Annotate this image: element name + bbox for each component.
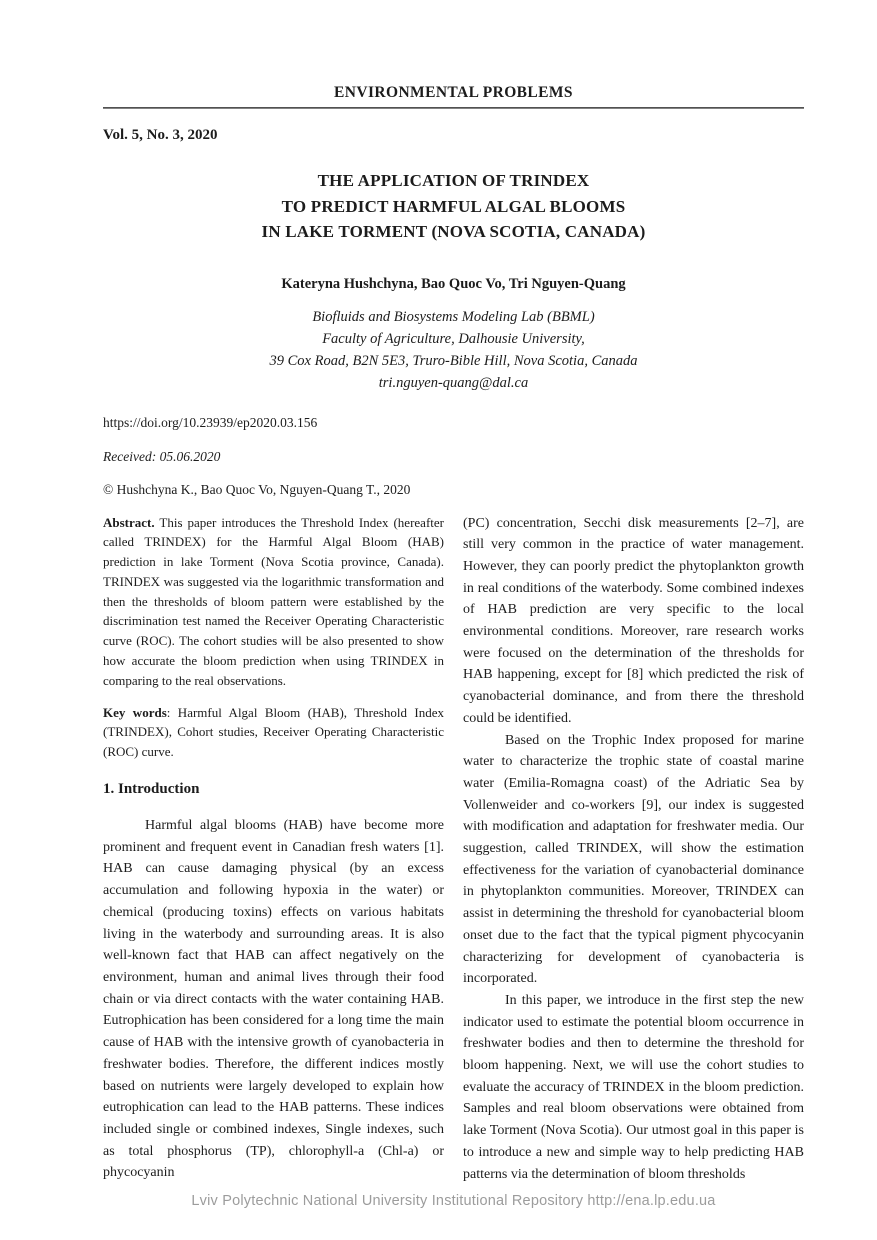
copyright-notice: © Hushchyna K., Bao Quoc Vo, Nguyen-Quang T., 2020 (103, 481, 411, 497)
right-column (463, 513, 804, 1186)
two-column-body (103, 513, 804, 1186)
keywords-text: : Harmful Algal Bloom (HAB), Threshold Index (TRINDEX), Cohort studies, Receiver Operating Characteristic (ROC) curve. (103, 704, 444, 760)
introduction-paragraph: Harmful algal blooms (HAB) have become more prominent and frequent event in Canadian fresh waters [1]. HAB can cause damaging physical (by an excess accumulation and following hypoxia in the water) or chemical (producing toxins) effects on various habitats living in the waterbody and surrounding areas. It is also well-known fact that HAB can affect negatively on the environment, human and animal lives through their food chain or via direct contacts with the water containing HAB. Eutrophication has been considered for a long time the main cause of HAB with the intensive growth of cyanobacteria in freshwater bodies. Therefore, the different indices mostly based on nutrients were largely developed to explain how eutrophication can lead to the HAB patterns. These indices included single or combined indexes, Single indexes, such as total phosphorus (TP), chlorophyll-a (Chl-a) or phycocyanin (103, 818, 444, 1181)
journal-name: ENVIRONMENTAL PROBLEMS (334, 84, 573, 101)
article-title (103, 168, 804, 245)
doi-link: https://doi.org/10.23939/ep2020.03.156 (103, 414, 318, 430)
article-title-line: TO PREDICT HARMFUL ALGAL BLOOMS (281, 196, 626, 216)
keywords-paragraph (103, 703, 444, 762)
authors: Kateryna Hushchyna, Bao Quoc Vo, Tri Nguyen-Quang (281, 275, 626, 292)
abstract-paragraph (103, 513, 444, 691)
affiliation-line: Biofluids and Biosystems Modeling Lab (BBML) (312, 308, 595, 325)
affiliation-line: Faculty of Agriculture, Dalhousie University, (322, 330, 585, 347)
abstract-label: Abstract. (103, 514, 155, 530)
article-title-line: IN LAKE TORMENT (NOVA SCOTIA, CANADA) (261, 222, 646, 241)
abstract-text: This paper introduces the Threshold Index (hereafter called TRINDEX) for the Harmful Algal Bloom (HAB) prediction in lake Torment (Nova Scotia province, Canada). TRINDEX was suggested via the logarithmic transformation and then the thresholds of bloom pattern were established by the discrimination test named the Receiver Operating Characteristic curve (ROC). The cohort studies will be also presented to show how accurate the bloom prediction when using TRINDEX in comparing to the real observations. (103, 514, 444, 688)
introduction-heading: 1. Introduction (103, 781, 200, 798)
received-date: Received: 05.06.2020 (103, 448, 221, 464)
page-content (103, 0, 804, 1185)
article-title-line: THE APPLICATION OF TRINDEX (317, 171, 590, 190)
header-rule (103, 107, 804, 109)
body-paragraph: Based on the Trophic Index proposed for marine water to characterize the trophic state of coastal marine water (Emilia-Romagna coast) of the Adriatic Sea by Vollenweider and co-workers [9], our index is suggested with modification and adaptation for freshwater media. Our suggestion, called TRINDEX, will show the estimation effectiveness for the variation of cyanobacterial dominance in phytoplankton communities. Moreover, TRINDEX can assist in determining the threshold for cyanobacterial bloom onset due to the fact that the typical pigment phycocyanin characterizing for development of cyanobacteria is incorporated. (463, 732, 804, 987)
body-paragraph: In this paper, we introduce in the first step the new indicator used to estimate the potential bloom occurrence in freshwater bodies and then to determine the threshold for bloom happening. Next, we will use the cohort studies to evaluate the accuracy of TRINDEX in the bloom prediction. Samples and real bloom observations were obtained from lake Torment (Nova Scotia). Our utmost goal in this paper is to introduce a new and simple way to help predicting HAB patterns via the determination of bloom thresholds (463, 992, 804, 1182)
repository-footer: Lviv Polytechnic National University Institutional Repository http://ena.lp.edu.ua (191, 1193, 716, 1209)
issue-info: Vol. 5, No. 3, 2020 (103, 127, 218, 143)
affiliation (103, 306, 804, 394)
body-paragraph: (PC) concentration, Secchi disk measurements [2–7], are still very common in the practice of water management. However, they can poorly predict the phytoplankton growth in real conditions of the waterbody. Some combined indexes of HAB prediction are very specific to the local environmental conditions. Moreover, rare research works were focused on the determination of the thresholds for HAB happening, except for [8] which predicted the risk of cyanobacterial dominance, and from there the threshold could be identified. (463, 515, 804, 726)
affiliation-email: tri.nguyen-quang@dal.ca (378, 374, 529, 391)
affiliation-line: 39 Cox Road, B2N 5E3, Truro-Bible Hill, Nova Scotia, Canada (269, 352, 638, 369)
keywords-label: Key words (103, 704, 167, 720)
left-column (103, 513, 444, 1186)
